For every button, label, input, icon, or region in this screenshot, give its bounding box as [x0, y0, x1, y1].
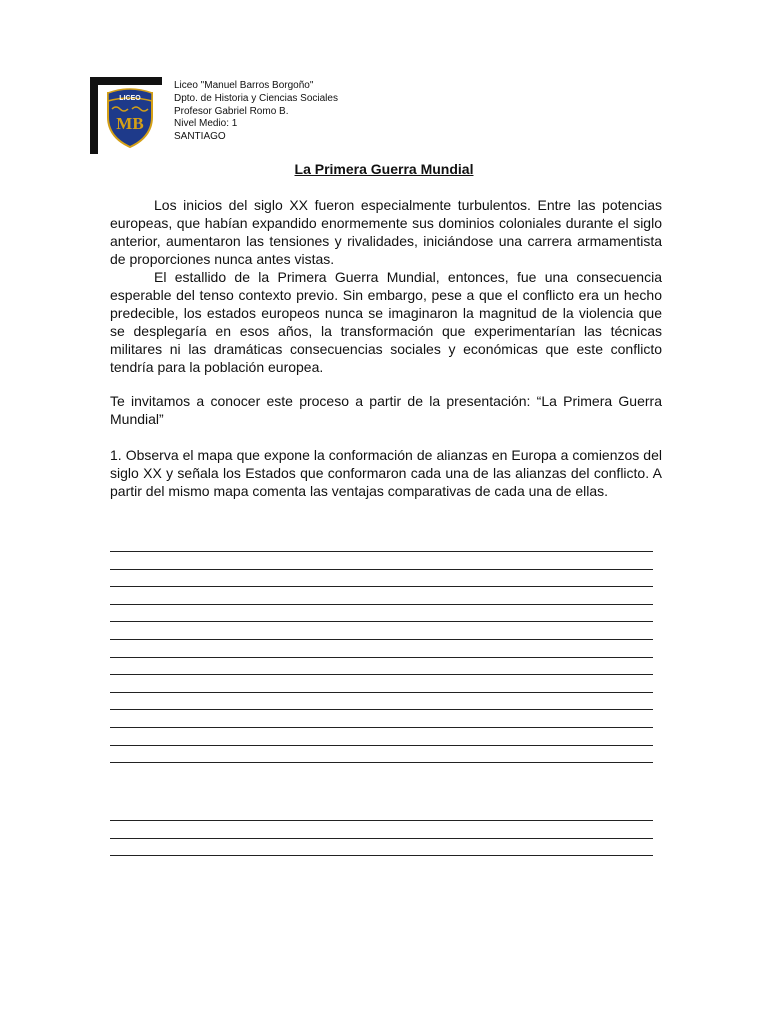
answer-line [110, 838, 653, 839]
answer-line [110, 692, 653, 693]
intro-paragraph-1: Los inicios del siglo XX fueron especialmente turbulentos. Entre las potencias europeas, que habían expandido enormemente sus dominios coloniales durante el siglo anterior, aumentaron las tensiones y rivalidades, iniciándose una carrera armamentista de proporciones nunca antes vistas. [110, 197, 662, 267]
city-name: SANTIAGO [174, 131, 226, 143]
document-title: La Primera Guerra Mundial [294, 161, 474, 177]
answer-line [110, 657, 653, 658]
school-name: Liceo "Manuel Barros Borgoño" [174, 80, 314, 91]
logo-frame-vertical [90, 77, 98, 154]
answer-line [110, 569, 653, 570]
svg-text:LICEO: LICEO [119, 95, 141, 102]
question-section [110, 446, 662, 500]
question-1: 1. Observa el mapa que expone la conformación de alianzas en Europa a comienzos del siglo XX y señala los Estados que conformaron cada una de las alianzas del conflicto. A partir del mismo mapa comenta las ventajas comparativas de cada una de ellas. [110, 447, 662, 499]
answer-line [110, 604, 653, 605]
answer-line [110, 621, 653, 622]
answer-line [110, 820, 653, 821]
answer-line [110, 745, 653, 746]
logo-frame-horizontal [90, 77, 162, 85]
answer-line [110, 586, 653, 587]
answer-line [110, 727, 653, 728]
answer-line [110, 639, 653, 640]
answer-line [110, 674, 653, 675]
answer-line [110, 551, 653, 552]
school-logo [90, 77, 162, 154]
teacher-name: Profesor Gabriel Romo B. [174, 105, 289, 117]
course-level: Nivel Medio: 1 [174, 118, 238, 130]
department-name: Dpto. de Historia y Ciencias Sociales [174, 92, 338, 104]
presentation-paragraph: Te invitamos a conocer este proceso a partir de la presentación: “La Primera Guerra Mundial” [110, 393, 662, 427]
intro-section [110, 196, 662, 376]
answer-line [110, 762, 653, 763]
school-header [174, 80, 338, 144]
school-crest-icon [102, 87, 158, 149]
presentation-section [110, 392, 662, 428]
svg-text:MB: MB [116, 114, 144, 133]
answer-line [110, 709, 653, 710]
answer-line [110, 855, 653, 856]
intro-paragraph-2: El estallido de la Primera Guerra Mundial, entonces, fue una consecuencia esperable del tenso contexto previo. Sin embargo, pese a que el conflicto era un hecho predecible, los estados europeos nunca se imaginaron la magnitud de la violencia que se desplegaría en esos años, la transformación que experimentarían las técnicas militares ni las dramáticas consecuencias sociales y económicas que este conflicto tendría para la población europea. [110, 269, 662, 375]
